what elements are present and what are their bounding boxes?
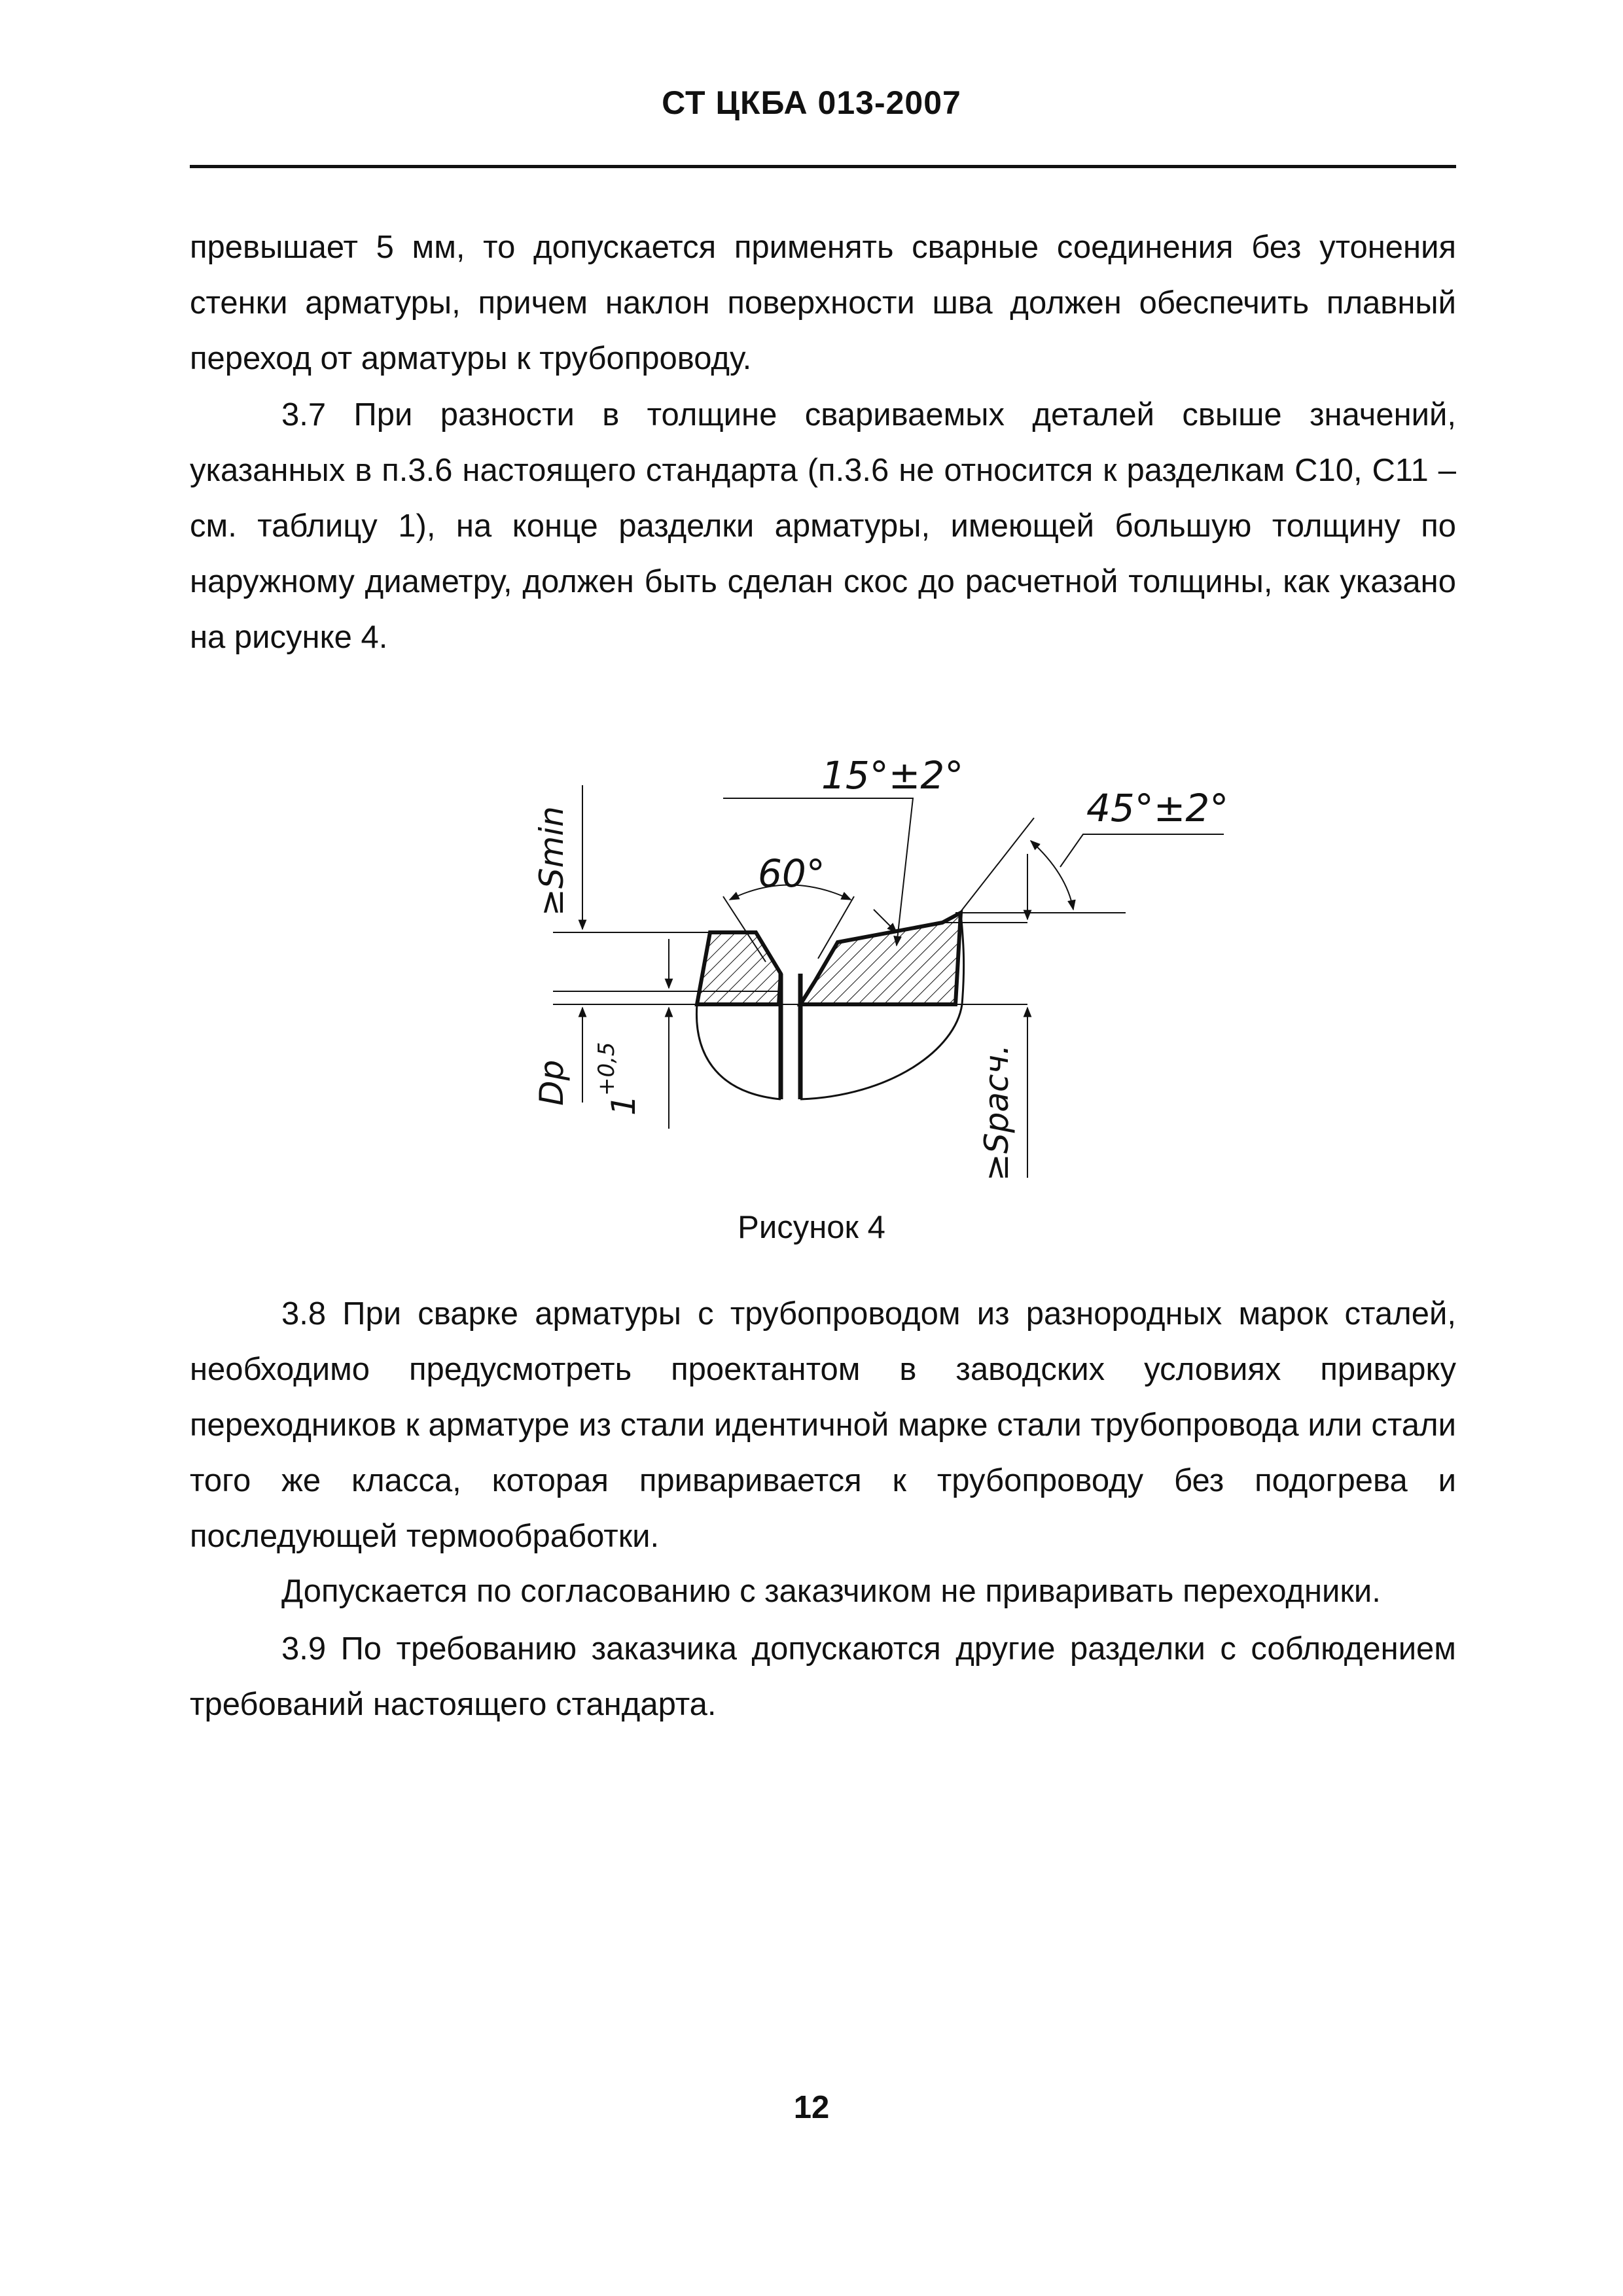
figure-4-drawing — [497, 743, 1250, 1194]
spasch-label: ≥Spacч. — [978, 1044, 1016, 1181]
left-break-line — [696, 1004, 781, 1099]
one-label: 1 — [605, 1095, 643, 1116]
paragraph-3-7: 3.7 При разности в толщине свариваемых деталей свыше значений, указанных в п.3.6 настоящего стандарта (п.3.6 не относится к разделкам С10, С11 – см. таблицу 1), на конце разделки арматуры, имеющей большую толщину по наружному диаметру, должен быть сделан скос до расчетной толщины, как указано на рисунке 4. — [190, 397, 1456, 655]
header-rule — [190, 165, 1456, 168]
angle-15-label: 15°±2° — [821, 753, 964, 798]
document-header: СТ ЦКБА 013-2007 — [662, 84, 961, 121]
paragraph-3-9: 3.9 По требованию заказчика допускаются другие разделки с соблюдением требований настоящего стандарта. — [190, 1631, 1456, 1722]
right-part-section — [800, 913, 961, 1004]
one-tolerance-label: +0,5 — [594, 1042, 620, 1096]
angle-45-label: 45°±2° — [1086, 786, 1229, 830]
left-part-section — [697, 932, 781, 1004]
angle-60-label: 60° — [758, 851, 825, 896]
paragraph-transition-note: Допускается по согласованию с заказчиком не приваривать переходники. — [281, 1574, 1381, 1609]
smin-label: ≥Smin — [533, 806, 571, 916]
figure-caption: Рисунок 4 — [738, 1210, 885, 1245]
paragraph-continuation: превышает 5 мм, то допускается применять сварные соединения без утонения стенки арматуры, причем наклон поверхности шва должен обеспечить плавный переход от арматуры к трубопроводу. — [190, 230, 1456, 376]
page-number: 12 — [793, 2090, 830, 2125]
paragraph-3-8: 3.8 При сварке арматуры с трубопроводом из разнородных марок сталей, необходимо предусмотреть проектантом в заводских условиях приварку переходников к арматуре из стали идентичной марке стали трубопровода или стали того же класса, которая приваривается к трубопроводу без подогрева и последующей термообработки. — [190, 1296, 1456, 1554]
dp-label: Dp — [533, 1059, 571, 1106]
